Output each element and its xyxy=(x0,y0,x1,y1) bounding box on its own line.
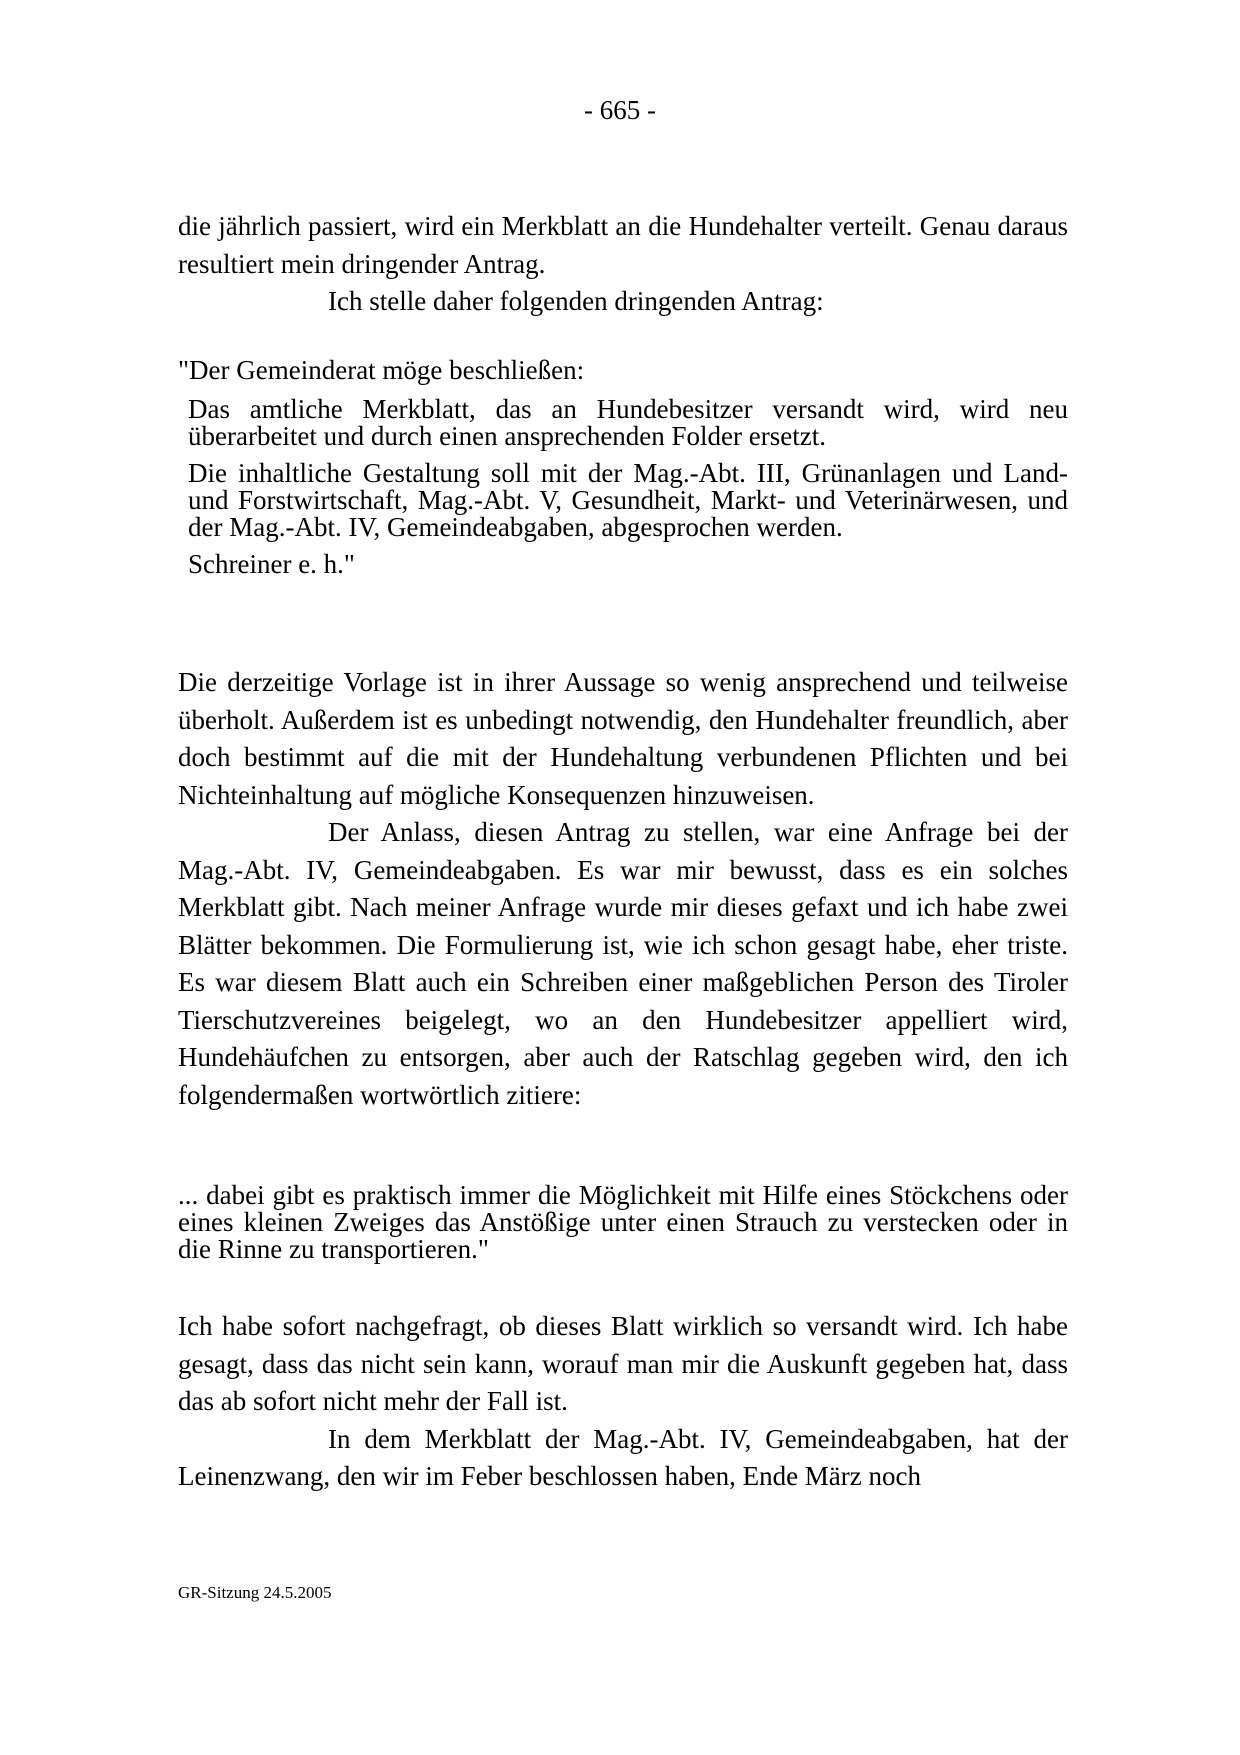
footer-session-date: GR-Sitzung 24.5.2005 xyxy=(178,1583,332,1602)
intro-block xyxy=(178,208,1068,321)
body-block-1 xyxy=(178,664,1068,1114)
citation-text: ... dabei gibt es praktisch immer die Möglichkeit mit Hilfe eines Stöckchens oder eines kleinen Zweiges das Anstößige unter einen Strauch zu verstecken oder in die Rinne zu transportieren." xyxy=(178,1180,1068,1264)
body-block-2 xyxy=(178,1308,1068,1496)
motion-body xyxy=(188,396,1068,588)
body-paragraph-4: In dem Merkblatt der Mag.-Abt. IV, Gemeindeabgaben, hat der Leinenzwang, den wir im Feber beschlossen haben, Ende März noch xyxy=(178,1423,1068,1491)
body-paragraph-2: Der Anlass, diesen Antrag zu stellen, war eine Anfrage bei der Mag.-Abt. IV, Gemeindeabgaben. Es war mir bewusst, dass es ein solches Merkblatt gibt. Nach meiner Anfrage wurde mir dieses gefaxt und ich habe zwei Blätter bekommen. Die Formulierung ist, wie ich schon gesagt habe, eher triste. Es war diesem Blatt auch ein Schreiben einer maßgeblichen Person des Tiroler Tierschutzvereines beigelegt, wo an den Hundebesitzer appelliert wird, Hundehäufchen zu entsorgen, aber auch der Ratschlag gegeben wird, den ich folgendermaßen wortwörtlich zitiere: xyxy=(178,817,1068,1110)
motion-announcement: Ich stelle daher folgenden dringenden Antrag: xyxy=(328,286,824,316)
body-paragraph-3: Ich habe sofort nachgefragt, ob dieses Blatt wirklich so versandt wird. Ich habe gesagt, dass das nicht sein kann, worauf man mir die Auskunft gegeben hat, dass das ab sofort nicht mehr der Fall ist. xyxy=(178,1311,1068,1416)
motion-heading-block xyxy=(178,352,1068,390)
motion-item-2: Die inhaltliche Gestaltung soll mit der Mag.-Abt. III, Grünanlagen und Land- und Forstwirtschaft, Mag.-Abt. V, Gesundheit, Markt- und Veterinärwesen, und der Mag.-Abt. IV, Gemeindeabgaben, abgesprochen werden. xyxy=(188,458,1068,542)
motion-signature: Schreiner e. h." xyxy=(188,549,355,579)
body-paragraph-1: Die derzeitige Vorlage ist in ihrer Aussage so wenig ansprechend und teilweise überholt. Außerdem ist es unbedingt notwendig, den Hundehalter freundlich, aber doch bestimmt auf die mit der Hundehaltung verbundenen Pflichten und bei Nichteinhaltung auf mögliche Konsequenzen hinzuweisen. xyxy=(178,667,1068,810)
motion-item-1: Das amtliche Merkblatt, das an Hundebesitzer versandt wird, wird neu überarbeitet und durch einen ansprechenden Folder ersetzt. xyxy=(188,394,1068,451)
page-number: - 665 - xyxy=(584,95,656,125)
intro-paragraph: die jährlich passiert, wird ein Merkblatt an die Hundehalter verteilt. Genau daraus resultiert mein dringender Antrag. xyxy=(178,211,1068,279)
citation-block xyxy=(178,1182,1068,1263)
motion-heading: "Der Gemeinderat möge beschließen: xyxy=(178,355,585,385)
